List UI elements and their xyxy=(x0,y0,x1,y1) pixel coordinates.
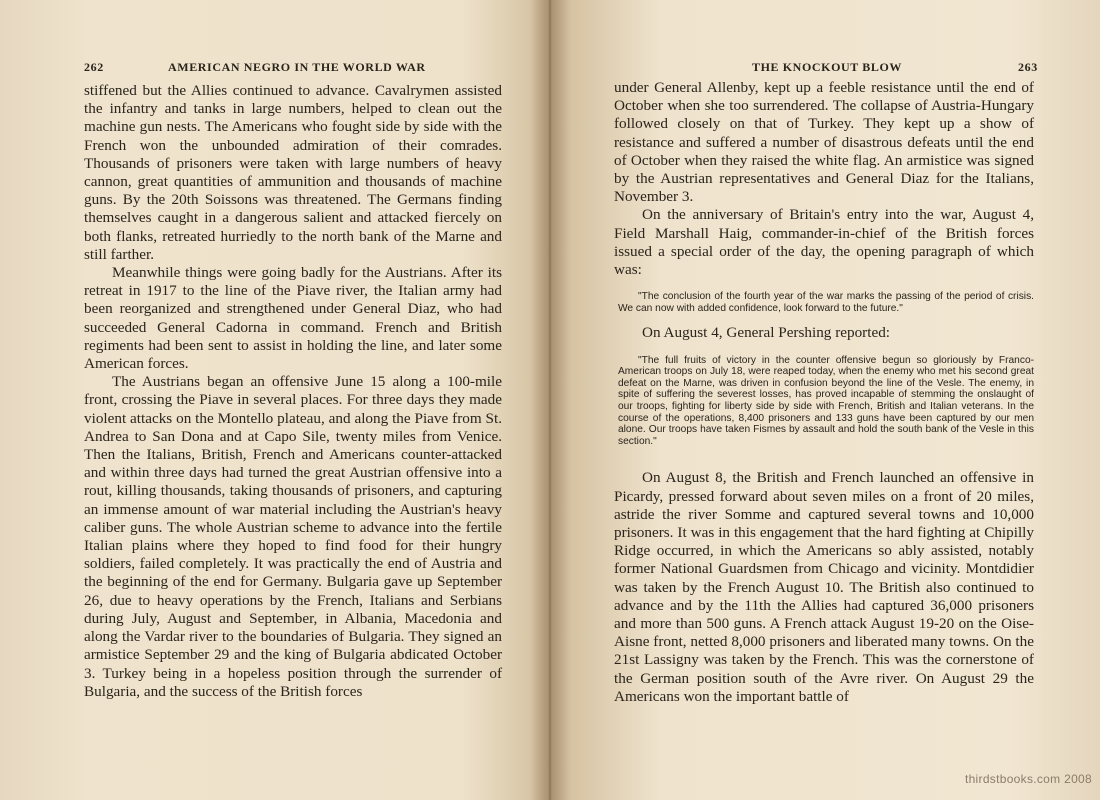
section-spacer xyxy=(614,457,1034,469)
left-paragraph-2: Meanwhile things were going badly for the Austrians. After its retreat in 1917 to the line of the Piave river, the Italian army had been reorganized and strengthened under General Diaz, who had succeeded General Cadorna in command. French and British regiments had been sent to assist in holding the line, and later some American forces. xyxy=(84,264,502,373)
right-page-number: 263 xyxy=(1018,60,1038,74)
left-page-number: 262 xyxy=(84,60,104,74)
right-page-text xyxy=(614,79,1034,706)
pershing-quote xyxy=(614,355,1034,448)
right-running-title: THE KNOCKOUT BLOW xyxy=(752,60,903,74)
right-paragraph-1: under General Allenby, kept up a feeble resistance until the end of October when she too surrendered. The collapse of Austria-Hungary followed closely on that of Turkey. They kept up a show of resistance and suffered a number of disastrous defeats until the end of October when they raised the white flag. An armistice was signed by the Austrian representatives and General Diaz for the Italians, November 3. xyxy=(614,79,1034,206)
watermark: thirdstbooks.com 2008 xyxy=(964,772,1092,786)
right-paragraph-2: On the anniversary of Britain's entry into the war, August 4, Field Marshall Haig, commander-in-chief of the British forces issued a special order of the day, the opening paragraph of which was: xyxy=(614,206,1034,279)
left-paragraph-1: stiffened but the Allies continued to advance. Cavalrymen assisted the infantry and tanks in large numbers, helped to clean out the machine gun nests. The Americans who fought side by side with the French won the unbounded admiration of their comrades. Thousands of prisoners were taken with large numbers of heavy cannon, great quantities of ammunition and thousands of machine guns. By the 20th Soissons was threatened. The Germans finding themselves caught in a dangerous salient and attacked fiercely on both flanks, retreated hurriedly to the north bank of the Marne and still farther. xyxy=(84,82,502,263)
left-page-text xyxy=(84,82,502,701)
haig-quote-text: "The conclusion of the fourth year of the war marks the passing of the period of crisis. We can now with added confidence, look forward to the future." xyxy=(618,291,1034,314)
left-page xyxy=(0,0,548,800)
right-page xyxy=(552,0,1100,800)
pershing-subhead: On August 4, General Pershing reported: xyxy=(642,324,891,342)
left-running-title: AMERICAN NEGRO IN THE WORLD WAR xyxy=(168,60,426,74)
left-paragraph-3: The Austrians began an offensive June 15 along a 100-mile front, crossing the Piave in several places. For three days they made violent attacks on the Montello plateau, and along the Piave from St. Andrea to San Dona and at Capo Sile, twenty miles from Venice. Then the Italians, British, French and Americans counter-attacked and within three days had turned the great Austrian offensive into a rout, killing thousands, taking thousands of prisoners, and capturing an immense amount of war material including the Austrian's heavy caliber guns. The whole Austrian scheme to advance into the fertile Italian plains where they hoped to find food for their hungry soldiers, failed completely. It was practically the end of Austria and the beginning of the end for Germany. Bulgaria gave up September 26, due to heavy operations by the French, Italians and Serbians during July, August and September, in Albania, Macedonia and along the Vardar river to the boundaries of Bulgaria. They signed an armistice September 29 and the king of Bulgaria abdicated October 3. Turkey being in a hopeless position through the surrender of Bulgaria, and the success of the British forces xyxy=(84,373,502,700)
pershing-quote-text: "The full fruits of victory in the counter offensive begun so gloriously by Franco-American troops on July 18, were reaped today, when the enemy who met his second great defeat on the Marne, was driven in confusion beyond the line of the Vesle. The enemy, in spite of suffering the severest losses, has proved incapable of stemming the onslaught of our troops, fighting for liberty side by side with French, British and Italian veterans. In the course of the operations, 8,400 prisoners and 133 guns have been captured by our men alone. Our troops have taken Fismes by assault and hold the south bank of the Vesle in this section." xyxy=(618,354,1034,447)
right-paragraph-3: On August 8, the British and French launched an offensive in Picardy, pressed forward about seven miles on a front of 20 miles, astride the river Somme and captured several towns and 10,000 prisoners. It was in this engagement that the hard fighting at Chipilly Ridge occurred, in which the Americans so ably assisted, notably former National Guardsmen from Chicago and vicinity. Montdidier was taken by the French August 10. The British also continued to advance and by the 11th the Allies had captured 36,000 prisoners and more than 500 guns. A French attack August 19-20 on the Oise-Aisne front, netted 8,000 prisoners and liberated many towns. On the 21st Lassigny was taken by the French. This was the cornerstone of the German position south of the Avre river. On August 29 the Americans won the important battle of xyxy=(614,469,1034,705)
haig-quote xyxy=(614,291,1034,314)
